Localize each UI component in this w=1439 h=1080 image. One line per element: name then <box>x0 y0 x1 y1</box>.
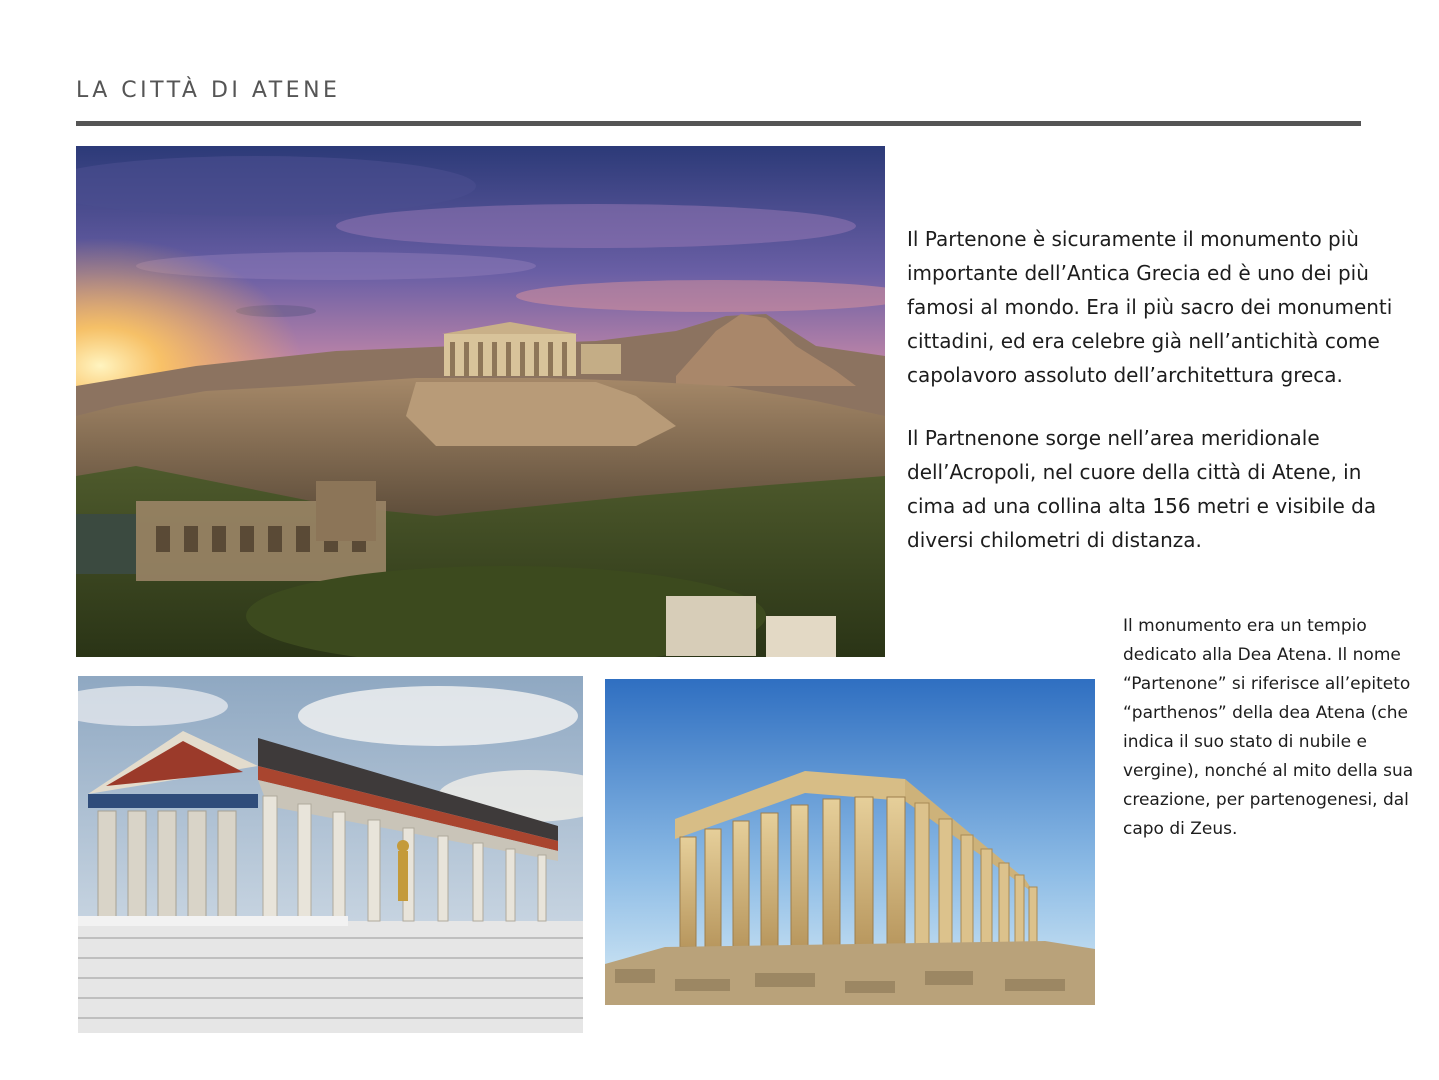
location-paragraph: Il Partnenone sorge nell’area meridionale dell’Acropoli, nel cuore della città di Atene, in cima ad una collina alta 156 metri e visibile da diversi chilometri di distanza. <box>907 426 1377 552</box>
page-title: LA CITTÀ DI ATENE <box>76 78 341 103</box>
name-origin-paragraph: Il monumento era un tempio dedicato alla Dea Atena. Il nome “Partenone” si riferisce all’epiteto “parthenos” della dea Atena (che indica il suo stato di nubile e vergine), nonché al mito della sua creazione, per partenogenesi, dal capo di Zeus. <box>1123 616 1414 839</box>
acropolis-sunset-photo <box>76 146 885 657</box>
title-divider <box>76 121 1361 126</box>
intro-paragraph: Il Partenone è sicuramente il monumento più importante dell’Antica Grecia ed è uno dei più famosi al mondo. Era il più sacro dei monumenti cittadini, ed era celebre già nell’antichità come capolavoro assoluto dell’architettura greca. <box>907 227 1393 387</box>
parthenon-reconstruction-photo <box>78 676 583 1033</box>
parthenon-ruins-photo <box>605 679 1095 1005</box>
